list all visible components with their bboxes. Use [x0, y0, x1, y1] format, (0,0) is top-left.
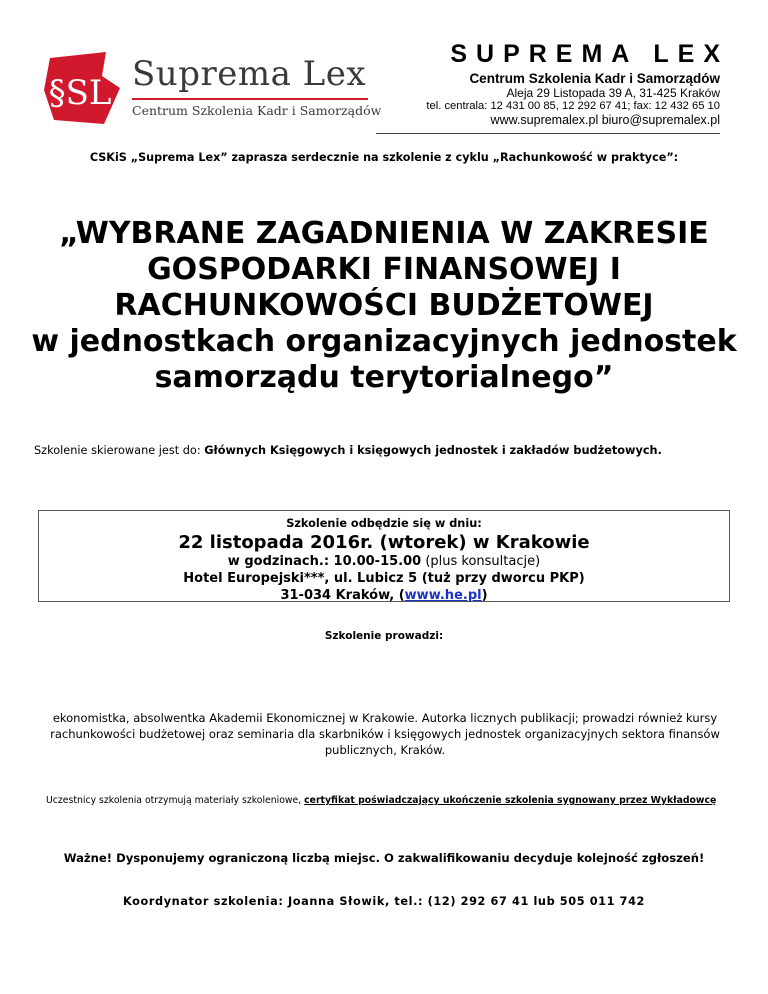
title-line: w jednostkach organizacyjnych jednostek: [31, 324, 737, 359]
logo-name: Suprema Lex: [132, 54, 367, 94]
title-line: GOSPODARKI FINANSOWEJ I: [147, 252, 621, 287]
event-hours: [39, 553, 729, 570]
intro-text: CSKiS „Suprema Lex” zaprasza serdecznie na szkolenie z cyklu „Rachunkowość w praktyce”:: [89, 151, 679, 164]
target-audience: [34, 444, 662, 457]
trainer-bio: ekonomistka, absolwentka Akademii Ekonomicznej w Krakowie. Autorka licznych publikacji; prowadzi również kursy rachunkowości budżetowej oraz seminaria dla skarbników i księgowych jednostek organizacyjnych sektora finansów publicznych, Kraków.: [50, 711, 720, 757]
header-center-name: Centrum Szkolenia Kadr i Samorządów: [469, 71, 720, 86]
important-note: Ważne! Dysponujemy ograniczoną liczbą miejsc. O zakwalifikowaniu decyduje kolejność zgłoszeń!: [63, 851, 705, 865]
logo-divider: [132, 98, 368, 100]
event-details-box: [38, 510, 730, 602]
title-line: „WYBRANE ZAGADNIENIA W ZAKRESIE: [59, 216, 709, 251]
coordinator-info: Koordynator szkolenia: Joanna Słowik, tel.: (12) 292 67 41 lub 505 011 742: [122, 895, 645, 908]
header-phones: tel. centrala: 12 431 00 85, 12 292 67 41; fax: 12 432 65 10: [426, 100, 720, 112]
event-city-end: ): [481, 588, 488, 603]
header-address: Aleja 29 Listopada 39 A, 31-425 Kraków: [506, 86, 720, 100]
venue-link[interactable]: www.he.pl: [404, 588, 482, 603]
logo: [40, 50, 382, 130]
event-city: [39, 587, 729, 604]
materials-text: Uczestnicy szkolenia otrzymują materiały szkoleniowe,: [46, 795, 305, 806]
header-brand: SUPREMA LEX: [450, 40, 729, 68]
event-venue: Hotel Europejski***, ul. Lubicz 5 (tuż przy dworcu PKP): [183, 571, 585, 586]
lead-label: Szkolenie prowadzi:: [324, 630, 444, 642]
event-city-text: 31-034 Kraków, (: [280, 588, 405, 603]
header-contact: [426, 40, 729, 127]
event-date: 22 listopada 2016r. (wtorek) w Krakowie: [178, 532, 590, 553]
materials-note: [46, 795, 716, 806]
header-divider: [376, 133, 720, 134]
header-web[interactable]: www.supremalex.pl biuro@supremalex.pl: [490, 113, 720, 127]
title-line: samorządu terytorialnego”: [154, 360, 614, 395]
event-heading: Szkolenie odbędzie się w dniu:: [286, 517, 482, 530]
logo-subtitle: Centrum Szkolenia Kadr i Samorządów: [132, 103, 382, 118]
target-label: Szkolenie skierowane jest do:: [34, 444, 205, 457]
event-hours-main: w godzinach.: 10.00-15.00: [227, 554, 422, 569]
event-hours-note: (plus konsultacje): [421, 554, 541, 569]
logo-mark-text: §SL: [48, 73, 112, 113]
title-line: RACHUNKOWOŚCI BUDŻETOWEJ: [114, 288, 654, 323]
certificate-note: certyfikat poświadczający ukończenie szkolenia sygnowany przez Wykładowcę: [304, 795, 717, 806]
suprema-lex-logo-icon: [40, 50, 124, 128]
target-value: Głównych Księgowych i księgowych jednostek i zakładów budżetowych.: [204, 444, 662, 457]
training-title: [0, 216, 768, 396]
